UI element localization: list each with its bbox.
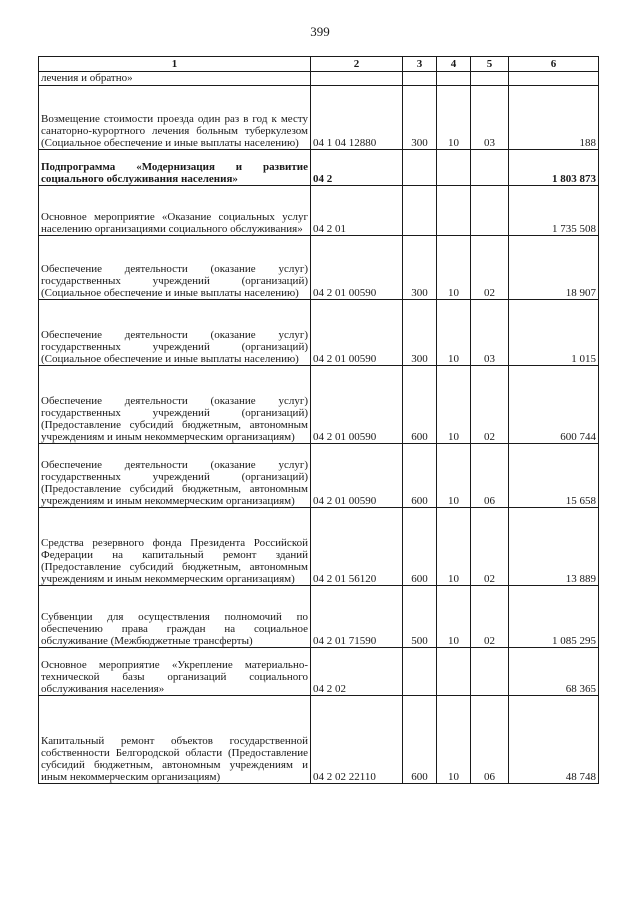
- row-description: Средства резервного фонда Президента Российской Федерации на капитальный ремонт зданий (Предоставление субсидий бюджетным, автономным учреждениям и иным некоммерческим организациям): [39, 508, 311, 586]
- row-col-5: [471, 648, 509, 696]
- row-col-3: [403, 186, 437, 236]
- row-col-3: [403, 72, 437, 86]
- row-code: [311, 72, 403, 86]
- column-header-2: 2: [311, 57, 403, 72]
- row-col-4: [437, 648, 471, 696]
- table-body: [39, 72, 599, 784]
- table-row: [39, 444, 599, 508]
- row-col-4: 10: [437, 300, 471, 366]
- row-col-4: 10: [437, 86, 471, 150]
- row-col-5: 06: [471, 696, 509, 784]
- row-col-4: 10: [437, 236, 471, 300]
- row-col-4: 10: [437, 508, 471, 586]
- row-col-3: 300: [403, 86, 437, 150]
- row-col-5: 02: [471, 236, 509, 300]
- row-col-5: [471, 72, 509, 86]
- row-col-3: 600: [403, 366, 437, 444]
- row-code: 04 2 01 00590: [311, 444, 403, 508]
- row-col-5: 02: [471, 586, 509, 648]
- column-header-5: 5: [471, 57, 509, 72]
- column-header-6: 6: [509, 57, 599, 72]
- row-description: Обеспечение деятельности (оказание услуг) государственных учреждений (организаций) (Предоставление субсидий бюджетным, автономным учреждениям и иным некоммерческим организациям): [39, 444, 311, 508]
- row-col-5: 02: [471, 366, 509, 444]
- row-sum: 68 365: [509, 648, 599, 696]
- row-sum: 1 803 873: [509, 150, 599, 186]
- row-description: Субвенции для осуществления полномочий по обеспечению права граждан на социальное обслуживание (Межбюджетные трансферты): [39, 586, 311, 648]
- row-col-3: 300: [403, 236, 437, 300]
- row-description: Обеспечение деятельности (оказание услуг) государственных учреждений (организаций) (Социальное обеспечение и иные выплаты населению): [39, 300, 311, 366]
- row-col-3: 500: [403, 586, 437, 648]
- table-row: [39, 150, 599, 186]
- row-col-3: 600: [403, 444, 437, 508]
- row-sum: 13 889: [509, 508, 599, 586]
- row-description: лечения и обратно»: [39, 72, 311, 86]
- row-code: 04 1 04 12880: [311, 86, 403, 150]
- row-col-4: 10: [437, 696, 471, 784]
- column-header-4: 4: [437, 57, 471, 72]
- row-description: Обеспечение деятельности (оказание услуг) государственных учреждений (организаций) (Предоставление субсидий бюджетным, автономным учреждениям и иным некоммерческим организациям): [39, 366, 311, 444]
- row-col-3: [403, 150, 437, 186]
- row-col-4: [437, 186, 471, 236]
- row-col-4: 10: [437, 444, 471, 508]
- row-col-3: 600: [403, 508, 437, 586]
- row-sum: 15 658: [509, 444, 599, 508]
- row-code: 04 2 01 00590: [311, 300, 403, 366]
- row-col-4: 10: [437, 366, 471, 444]
- column-header-3: 3: [403, 57, 437, 72]
- table-row: [39, 72, 599, 86]
- row-col-3: 600: [403, 696, 437, 784]
- table-row: [39, 586, 599, 648]
- row-sum: 18 907: [509, 236, 599, 300]
- row-col-3: 300: [403, 300, 437, 366]
- row-description: Возмещение стоимости проезда один раз в год к месту санаторно-курортного лечения больным туберкулезом (Социальное обеспечение и иные выплаты населению): [39, 86, 311, 150]
- row-sum: 1 015: [509, 300, 599, 366]
- row-sum: 1 735 508: [509, 186, 599, 236]
- row-col-4: [437, 150, 471, 186]
- table-header-row: [39, 57, 599, 72]
- table-row: [39, 508, 599, 586]
- row-col-5: 02: [471, 508, 509, 586]
- row-description: Обеспечение деятельности (оказание услуг) государственных учреждений (организаций) (Социальное обеспечение и иные выплаты населению): [39, 236, 311, 300]
- row-code: 04 2: [311, 150, 403, 186]
- table-row: [39, 648, 599, 696]
- row-code: 04 2 01 00590: [311, 236, 403, 300]
- row-description: Основное мероприятие «Оказание социальных услуг населению организациями социального обслуживания»: [39, 186, 311, 236]
- row-col-4: [437, 72, 471, 86]
- row-description: Капитальный ремонт объектов государственной собственности Белгородской области (Предоставление субсидий бюджетным, автономным учреждениям и иным некоммерческим организациям): [39, 696, 311, 784]
- row-col-5: [471, 186, 509, 236]
- row-col-4: 10: [437, 586, 471, 648]
- table-row: [39, 236, 599, 300]
- table-row: [39, 300, 599, 366]
- row-col-3: [403, 648, 437, 696]
- row-col-5: 03: [471, 300, 509, 366]
- row-sum: 48 748: [509, 696, 599, 784]
- row-sum: 188: [509, 86, 599, 150]
- budget-table: [38, 56, 599, 784]
- column-header-1: 1: [39, 57, 311, 72]
- row-code: 04 2 02 22110: [311, 696, 403, 784]
- table-row: [39, 186, 599, 236]
- table-row: [39, 696, 599, 784]
- row-description: Подпрограмма «Модернизация и развитие социального обслуживания населения»: [39, 150, 311, 186]
- table-row: [39, 366, 599, 444]
- row-col-5: [471, 150, 509, 186]
- row-sum: 1 085 295: [509, 586, 599, 648]
- row-code: 04 2 01: [311, 186, 403, 236]
- row-code: 04 2 01 00590: [311, 366, 403, 444]
- row-code: 04 2 02: [311, 648, 403, 696]
- row-sum: 600 744: [509, 366, 599, 444]
- row-code: 04 2 01 56120: [311, 508, 403, 586]
- row-col-5: 06: [471, 444, 509, 508]
- row-code: 04 2 01 71590: [311, 586, 403, 648]
- page-number: 399: [310, 24, 330, 39]
- row-sum: [509, 72, 599, 86]
- table-row: [39, 86, 599, 150]
- row-description: Основное мероприятие «Укрепление материально-технической базы организаций социального обслуживания населения»: [39, 648, 311, 696]
- row-col-5: 03: [471, 86, 509, 150]
